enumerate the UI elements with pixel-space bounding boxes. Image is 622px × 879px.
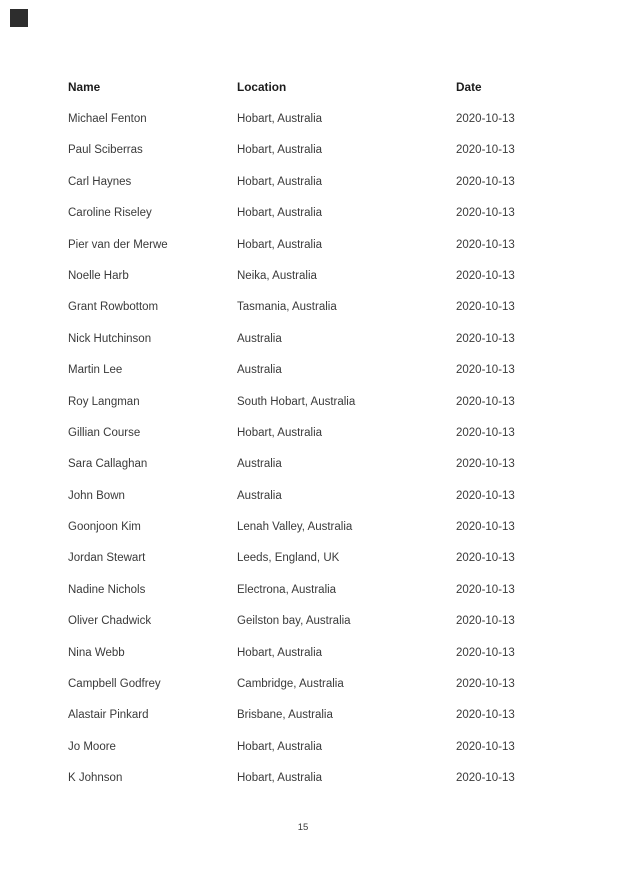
cell-date: 2020-10-13 (456, 301, 515, 314)
cell-location: South Hobart, Australia (237, 395, 356, 408)
cell-name: Roy Langman (68, 395, 140, 408)
cell-location: Tasmania, Australia (237, 301, 337, 314)
cell-name: Paul Sciberras (68, 144, 143, 157)
cell-name: Noelle Harb (68, 269, 129, 282)
table-row (68, 333, 588, 364)
cell-location: Australia (237, 458, 282, 471)
cell-name: Goonjoon Kim (68, 521, 141, 534)
cell-location: Hobart, Australia (237, 238, 323, 251)
cell-location: Lenah Valley, Australia (237, 521, 353, 534)
cell-date: 2020-10-13 (456, 740, 515, 753)
column-header-name: Name (68, 80, 101, 94)
table-row (68, 647, 588, 678)
cell-date: 2020-10-13 (456, 489, 515, 502)
cell-date: 2020-10-13 (456, 238, 515, 251)
cell-date: 2020-10-13 (456, 615, 515, 628)
cell-name: Carl Haynes (68, 175, 132, 188)
table-row (68, 521, 588, 552)
table-row (68, 176, 588, 207)
cell-name: K Johnson (68, 772, 123, 785)
cell-date: 2020-10-13 (456, 646, 515, 659)
cell-location: Geilston bay, Australia (237, 615, 351, 628)
cell-date: 2020-10-13 (456, 521, 515, 534)
cell-location: Hobart, Australia (237, 144, 323, 157)
table-row (68, 239, 588, 270)
table-row (68, 396, 588, 427)
cell-date: 2020-10-13 (456, 395, 515, 408)
cell-date: 2020-10-13 (456, 144, 515, 157)
cell-date: 2020-10-13 (456, 269, 515, 282)
cell-name: John Bown (68, 489, 125, 502)
page-number: 15 (297, 822, 309, 833)
cell-date: 2020-10-13 (456, 332, 515, 345)
table-row (68, 301, 588, 332)
corner-marker (10, 9, 28, 27)
cell-location: Brisbane, Australia (237, 709, 333, 722)
table-header-row (68, 81, 588, 113)
cell-date: 2020-10-13 (456, 207, 515, 220)
cell-name: Nadine Nichols (68, 583, 146, 596)
table-row (68, 552, 588, 583)
table-row (68, 207, 588, 238)
table-row (68, 772, 588, 803)
people-table (68, 81, 588, 804)
table-row (68, 144, 588, 175)
cell-date: 2020-10-13 (456, 583, 515, 596)
cell-date: 2020-10-13 (456, 709, 515, 722)
cell-name: Pier van der Merwe (68, 238, 168, 251)
table-row (68, 615, 588, 646)
table-body (68, 113, 588, 804)
cell-location: Hobart, Australia (237, 646, 323, 659)
table-row (68, 490, 588, 521)
table-row (68, 709, 588, 740)
cell-location: Electrona, Australia (237, 583, 337, 596)
cell-name: Caroline Riseley (68, 207, 152, 220)
table-row (68, 458, 588, 489)
cell-location: Hobart, Australia (237, 207, 323, 220)
cell-name: Alastair Pinkard (68, 709, 149, 722)
cell-date: 2020-10-13 (456, 678, 515, 691)
table-row (68, 741, 588, 772)
cell-name: Nina Webb (68, 646, 125, 659)
cell-date: 2020-10-13 (456, 175, 515, 188)
cell-name: Grant Rowbottom (68, 301, 159, 314)
cell-location: Australia (237, 364, 282, 377)
cell-location: Australia (237, 489, 282, 502)
cell-location: Hobart, Australia (237, 740, 323, 753)
cell-date: 2020-10-13 (456, 458, 515, 471)
cell-name: Sara Callaghan (68, 458, 148, 471)
cell-location: Leeds, England, UK (237, 552, 340, 565)
column-header-location: Location (237, 80, 287, 94)
cell-location: Hobart, Australia (237, 772, 323, 785)
cell-date: 2020-10-13 (456, 364, 515, 377)
cell-location: Neika, Australia (237, 269, 317, 282)
cell-name: Jordan Stewart (68, 552, 146, 565)
table-row (68, 113, 588, 144)
cell-location: Hobart, Australia (237, 175, 323, 188)
cell-location: Cambridge, Australia (237, 678, 344, 691)
cell-location: Hobart, Australia (237, 113, 323, 125)
table-row (68, 427, 588, 458)
cell-name: Oliver Chadwick (68, 615, 152, 628)
cell-name: Nick Hutchinson (68, 332, 152, 345)
cell-name: Jo Moore (68, 740, 116, 753)
cell-name: Campbell Godfrey (68, 678, 161, 691)
cell-name: Gillian Course (68, 426, 141, 439)
cell-date: 2020-10-13 (456, 772, 515, 785)
table-row (68, 270, 588, 301)
cell-location: Australia (237, 332, 282, 345)
cell-date: 2020-10-13 (456, 113, 515, 125)
table-row (68, 584, 588, 615)
column-header-date: Date (456, 80, 482, 94)
table-row (68, 364, 588, 395)
cell-location: Hobart, Australia (237, 426, 323, 439)
table-row (68, 678, 588, 709)
cell-name: Martin Lee (68, 364, 123, 377)
cell-date: 2020-10-13 (456, 426, 515, 439)
cell-name: Michael Fenton (68, 113, 147, 125)
cell-date: 2020-10-13 (456, 552, 515, 565)
